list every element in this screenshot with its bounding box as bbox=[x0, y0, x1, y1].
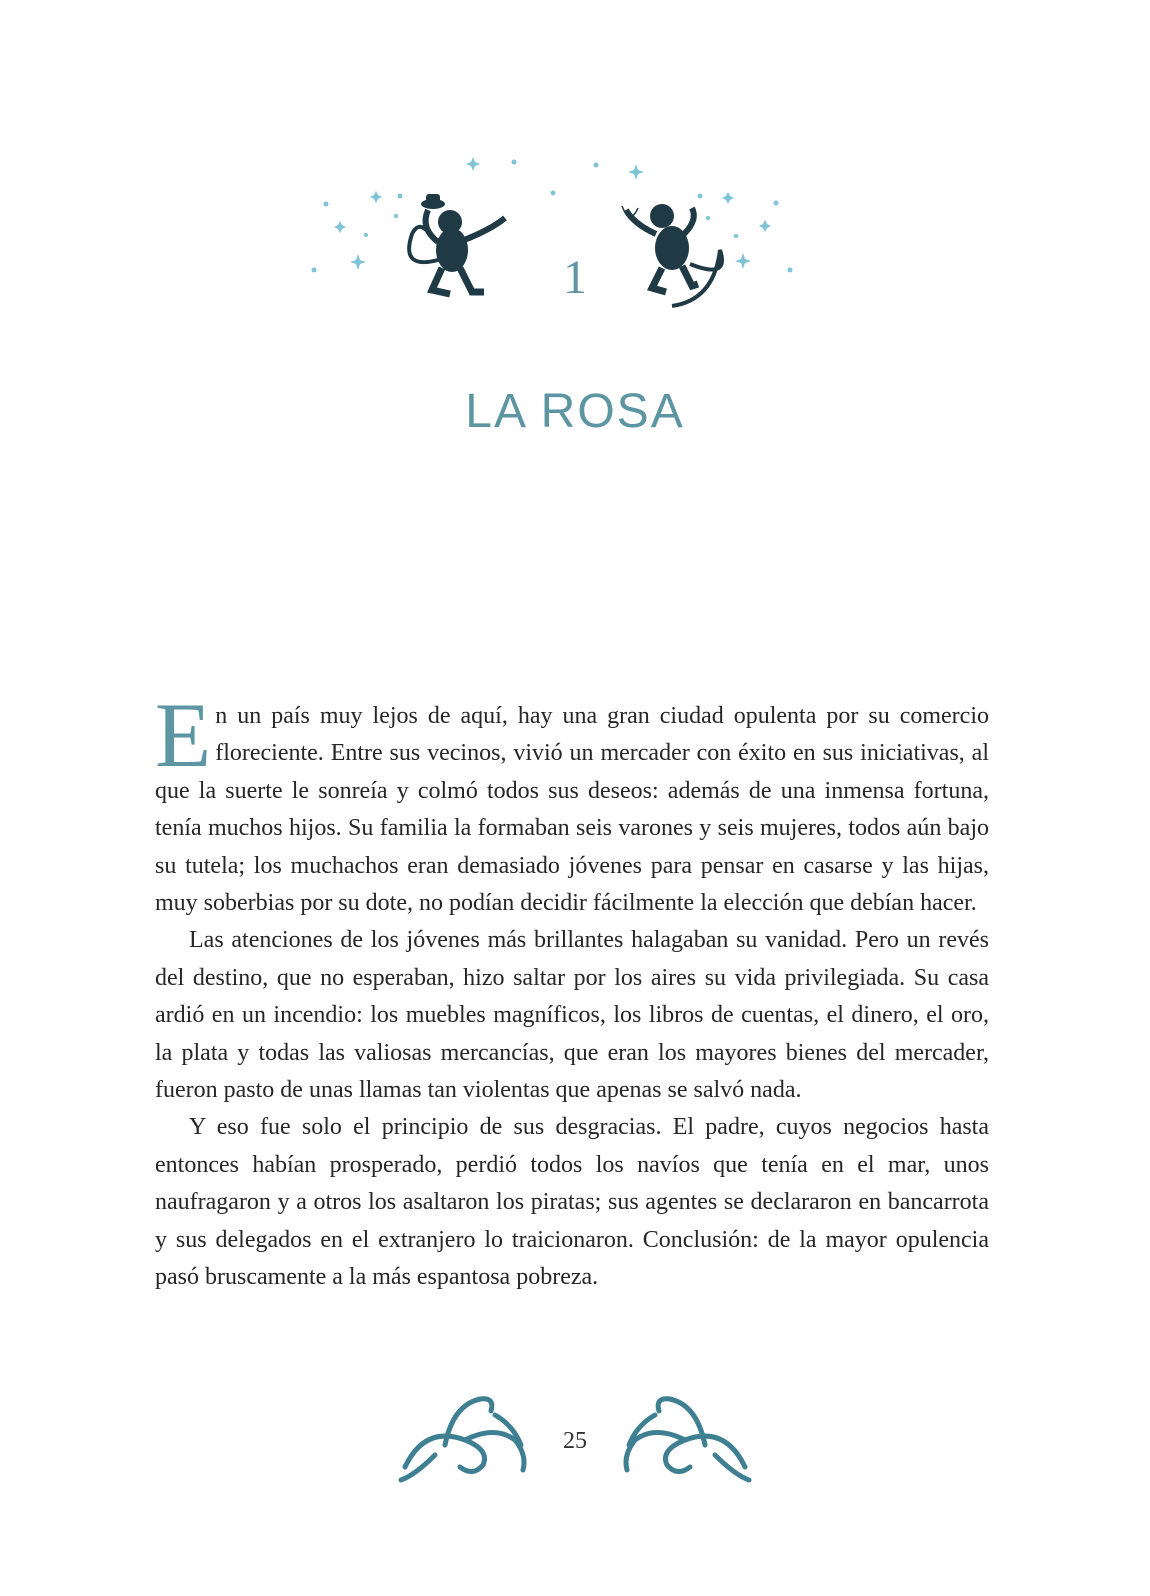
right-scroll-ornament-icon bbox=[626, 1399, 749, 1480]
chapter-body bbox=[155, 684, 989, 1297]
chapter-number: 1 bbox=[563, 251, 587, 304]
paragraph-2: Las atenciones de los jóvenes más brillantes halagaban su vanidad. Pero un revés del destino, que no esperaban, hizo saltar por los aires su vida privilegiada. Su casa ardió en un incendio: los muebles magníficos, los libros de cuentas, el dinero, el oro, la plata y todas las valiosas mercancías, que eran los mayores bienes del mercader, fueron pasto de unas llamas tan violentas que apenas se salvó nada. bbox=[155, 927, 989, 1104]
dropcap: E bbox=[155, 684, 212, 786]
page-number: 25 bbox=[563, 1428, 587, 1454]
left-scroll-ornament-icon bbox=[401, 1399, 524, 1480]
paragraph-3: Y eso fue solo el principio de sus desgracias. El padre, cuyos negocios hasta entonces habían prosperado, perdió todos los navíos que tenía en el mar, unos naufragaron y a otros los asaltaron los piratas; sus agentes se declararon en bancarrota y sus delegados en el extranjero lo traicionaron. Conclusión: de la mayor opulencia pasó bruscamente a la más espantosa pobreza. bbox=[155, 1114, 989, 1291]
paragraph-1-text: n un país muy lejos de aquí, hay una gran ciudad opulenta por su comercio floreciente. Entre sus vecinos, vivió un mercader con éxito en sus iniciativas, al que la suerte le sonreía y colmó todos sus deseos: además de una inmensa fortuna, tenía muchos hijos. Su familia la formaban seis varones y seis mujeres, todos aún bajo su tutela; los muchachos eran demasiado jóvenes para pensar en casarse y las hijas, muy soberbias por su dote, no podían decidir fácilmente la elección que debían hacer. bbox=[155, 703, 989, 917]
monkey-with-hat-icon bbox=[409, 194, 505, 294]
chapter-title: LA ROSA bbox=[465, 385, 685, 439]
paragraph-1 bbox=[155, 684, 989, 922]
